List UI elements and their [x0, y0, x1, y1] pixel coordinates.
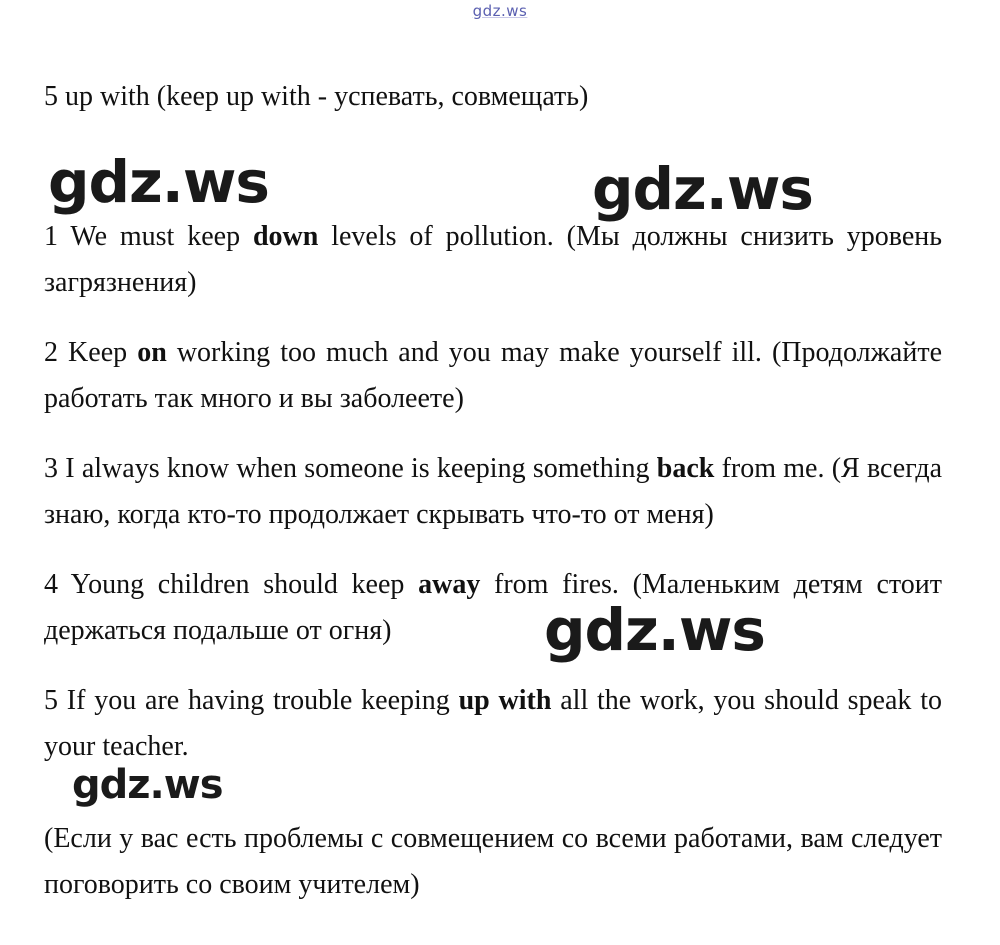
answer-item-5	[44, 678, 942, 770]
watermark: gdz.ws	[544, 596, 765, 664]
answer-text-after: from fires. (Маленьким детям стоит держаться подальше от огня)	[44, 569, 942, 646]
answer-item-1	[44, 214, 942, 306]
section-heading: 5 up with (keep up with - успевать, совмещать)	[44, 81, 589, 112]
answer-item-3	[44, 446, 942, 538]
answer-text-after: levels of pollution. (Мы должны снизить уровень загрязнения)	[44, 221, 943, 298]
watermark: gdz.ws	[592, 155, 813, 223]
watermark: gdz.ws	[72, 762, 223, 808]
answer-text-after: all the work, you should speak to your teacher.	[44, 685, 942, 762]
answer-keyword: on	[137, 337, 167, 368]
answer-text-before: 3 I always know when someone is keeping something	[44, 453, 657, 484]
answer-text-after: working too much and you may make yourself ill. (Продолжайте работать так много и вы заболеете)	[44, 337, 942, 414]
answer-keyword: back	[656, 453, 715, 484]
answer-text-before: 5 If you are having trouble keeping	[44, 685, 459, 716]
answer-text-before: 2 Keep	[44, 337, 138, 368]
answer-item-4	[44, 562, 942, 654]
answer-keyword: down	[252, 221, 319, 252]
answer-keyword: away	[418, 569, 481, 600]
answer-item-5-translation: (Если у вас есть проблемы с совмещением со всеми работами, вам следует поговорить со своим учителем)	[44, 823, 942, 900]
site-tag[interactable]: gdz.ws	[472, 2, 528, 20]
answer-text-after: from me. (Я всегда знаю, когда кто-то продолжает скрывать что-то от меня)	[44, 453, 942, 530]
answer-item-2	[44, 330, 942, 422]
watermark: gdz.ws	[48, 148, 269, 216]
answer-text-before: 4 Young children should keep	[44, 569, 419, 600]
answer-keyword: up with	[458, 685, 552, 716]
answer-text-before: 1 We must keep	[44, 221, 253, 252]
